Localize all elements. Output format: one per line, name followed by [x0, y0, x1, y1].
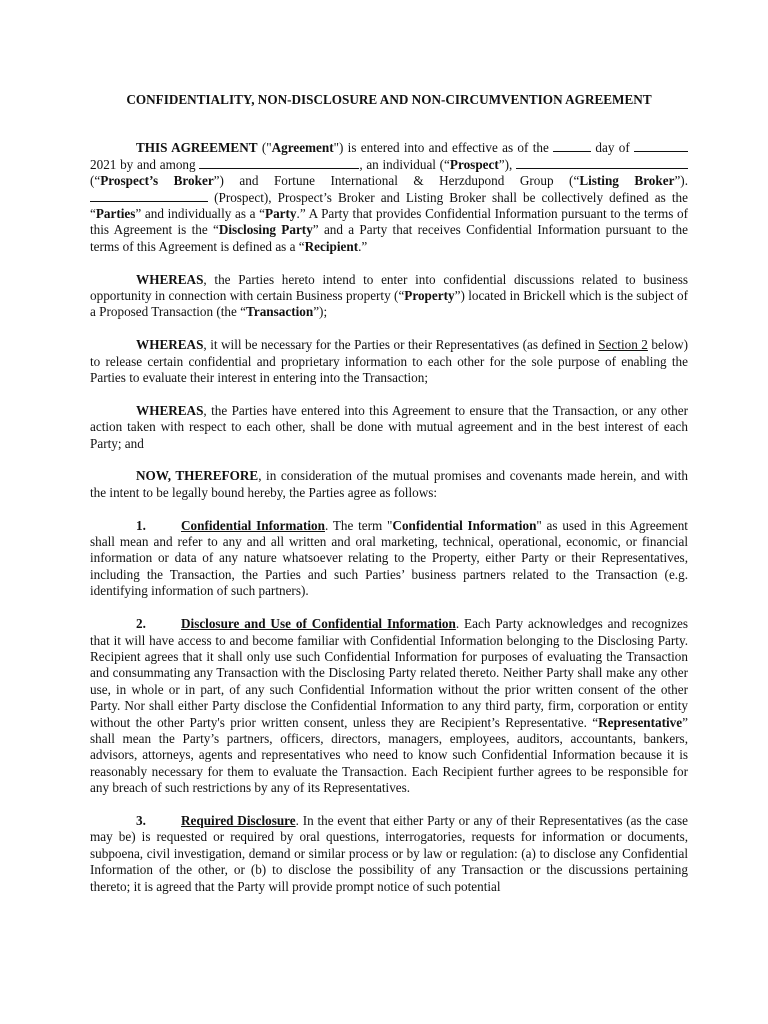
section-2-number: 2.	[136, 616, 146, 632]
section-3-number: 3.	[136, 812, 146, 828]
whereas-paragraph-1: WHEREAS, the Parties hereto intend to enter into confidential discussions related to business opportunity in connection with certain Business property (“Property”) located in Brickell which is the subject of a Proposed Transaction (the “Transaction”);	[90, 271, 688, 320]
section-1-heading: Confidential Information	[181, 517, 325, 533]
section-1: 1. Confidential Information. The term "Confidential Information" as used in this Agreement shall mean and refer to any and all written and oral marketing, technical, operational, economic, or financial information or data of any nature whatsoever relating to the Property, either Party or their Representatives, including the Transaction, the Parties and such Parties’ business partners related to the Transaction (e.g. identifying information of such partners).	[90, 517, 688, 599]
prospect-name-blank	[199, 157, 359, 169]
section-2-heading: Disclosure and Use of Confidential Information	[181, 616, 456, 632]
whereas-paragraph-2: WHEREAS, it will be necessary for the Parties or their Representatives (as defined in Section 2 below) to release certain confidential and proprietary information to each other for the sole purpose of enabling the Parties to evaluate their interest in entering into the Transaction;	[90, 337, 688, 386]
prospects-broker-blank	[516, 157, 688, 169]
section-2-reference: Section 2	[598, 337, 648, 353]
section-3-heading: Required Disclosure	[181, 812, 296, 828]
now-therefore-paragraph: NOW, THEREFORE, in consideration of the mutual promises and covenants made herein, and with the intent to be legally bound hereby, the Parties agree as follows:	[90, 468, 688, 500]
section-2: 2. Disclosure and Use of Confidential Information. Each Party acknowledges and recognizes that it will have access to and become familiar with Confidential Information belonging to the Disclosing Party. Recipient agrees that it shall only use such Confidential Information for purposes of evaluating the Transaction and consummating any Transaction with the Disclosing Party related thereto. Neither Party shall make any other use, in whole or in part, of any such Confidential Information without the prior written consent of the other Party. Nor shall either Party disclose the Confidential Information to any third party, firm, corporation or entity without the other Party's prior written consent, unless they are Recipient’s Representative. “Representative” shall mean the Party’s partners, officers, directors, managers, employees, auditors, accountants, bankers, advisors, attorneys, agents and representatives who need to know such Confidential Information because it is reasonably necessary for them to evaluate the Transaction. Each Recipient further agrees to be responsible for any breach of such restrictions by any of its Representatives.	[90, 616, 688, 796]
prospect-blank	[90, 190, 208, 202]
intro-paragraph: THIS AGREEMENT ("Agreement") is entered into and effective as of the day of 2021 by and among , an individual (“Prospect”), (“Prospect’s Broker”) and Fortune International & Herzdupond Group (“Listing Broker”). (Prospect), Prospect’s Broker and Listing Broker shall be collectively defined as the “Parties” and individually as a “Party.” A Party that provides Confidential Information pursuant to the terms of this Agreement is the “Disclosing Party” and a Party that receives Confidential Information pursuant to the terms of this Agreement is defined as a “Recipient.”	[90, 140, 688, 254]
document-title: CONFIDENTIALITY, NON-DISCLOSURE AND NON-CIRCUMVENTION AGREEMENT	[126, 92, 652, 107]
section-3: 3. Required Disclosure. In the event that either Party or any of their Representatives (as the case may be) is requested or required by oral questions, interrogatories, requests for information or documents, subpoena, civil investigation, demand or similar process or by law or regulation: (a) to disclose any Confidential Information of the other, or (b) to disclose the possibility of any Transaction or the discussions pertaining thereto; it is agreed that the Party will provide prompt notice of such potential	[90, 812, 688, 894]
section-1-number: 1.	[136, 517, 146, 533]
whereas-paragraph-3: WHEREAS, the Parties have entered into this Agreement to ensure that the Transaction, or any other action taken with respect to each other, shall be done with mutual agreement and in the best interest of each Party; and	[90, 402, 688, 451]
day-blank	[553, 140, 591, 152]
date-blank	[634, 140, 688, 152]
